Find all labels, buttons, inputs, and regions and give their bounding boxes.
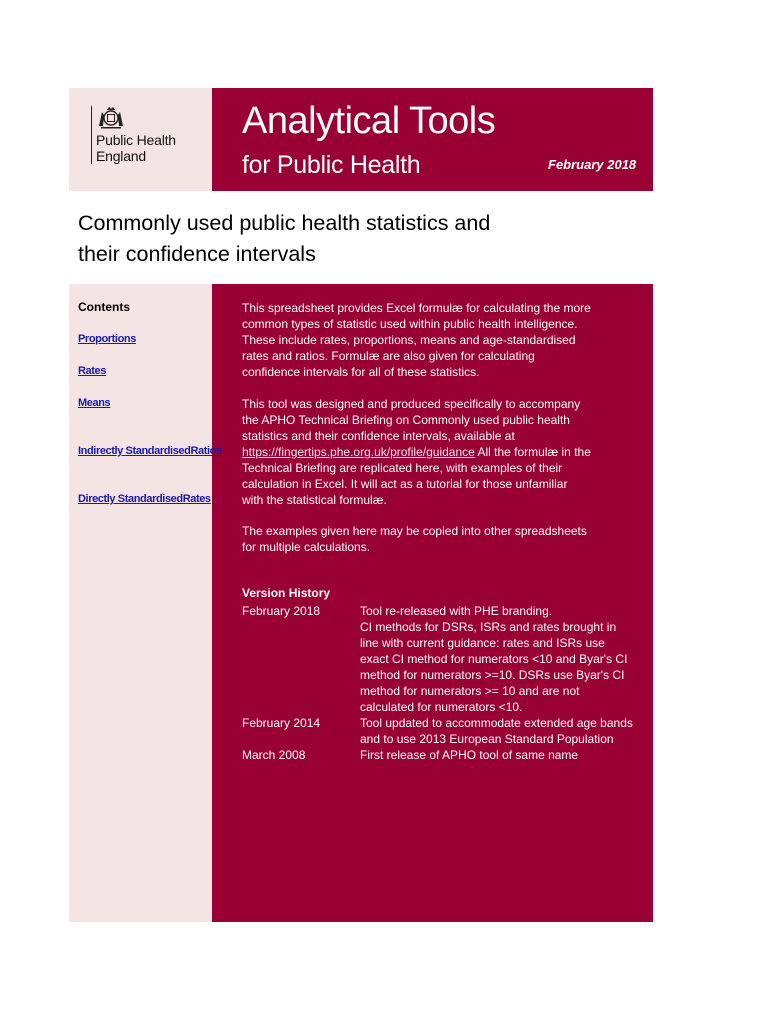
version-date: February 2018: [242, 604, 321, 618]
logo-divider: [91, 106, 92, 164]
text-line-with-link: [242, 444, 591, 460]
intro-paragraph-1: [242, 300, 591, 380]
intro-paragraph-3: [242, 523, 587, 555]
text-line: for multiple calculations.: [242, 540, 371, 554]
text-line: line with current guidance: rates and ISRs use: [360, 636, 605, 650]
text-line: calculated for numerators <10.: [360, 700, 523, 714]
text-line: This spreadsheet provides Excel formulæ for calculating the more: [242, 301, 591, 315]
contents-sidebar: [69, 284, 212, 922]
link-trailing-text: All the formulæ in the: [474, 445, 591, 459]
text-line: rates and ratios. Formulæ are also given for calculating: [242, 349, 535, 363]
document-heading-line1: Commonly used public health statistics and: [78, 211, 491, 235]
royal-crest-icon: [96, 106, 126, 130]
contents-heading: Contents: [78, 300, 130, 314]
org-name-line1: Public Health: [96, 132, 176, 148]
text-line: CI methods for DSRs, ISRs and rates brought in: [360, 620, 617, 634]
version-description: [360, 747, 578, 763]
text-line: Tool re-released with PHE branding.: [360, 604, 553, 618]
text-line: statistics and their confidence intervals, available at: [242, 429, 515, 443]
text-line: and to use 2013 European Standard Population: [360, 732, 614, 746]
text-line: The examples given here may be copied into other spreadsheets: [242, 524, 587, 538]
text-line: exact CI method for numerators <10 and Byar's CI: [360, 652, 628, 666]
text-line: calculation in Excel. It will act as a tutorial for those unfamiliar: [242, 477, 568, 491]
document-heading-line2: their confidence intervals: [78, 242, 316, 266]
sidebar-link-proportions[interactable]: Proportions: [78, 333, 136, 345]
text-line: confidence intervals for all of these statistics.: [242, 365, 480, 379]
text-line: with the statistical formulæ.: [242, 493, 387, 507]
intro-paragraph-2: [242, 396, 591, 508]
version-description: [360, 715, 653, 747]
org-logo-text: [96, 132, 176, 164]
version-date: March 2008: [242, 748, 306, 762]
page-subtitle: for Public Health: [242, 151, 421, 179]
version-date: February 2014: [242, 716, 321, 730]
text-line: Tool updated to accommodate extended age bands: [360, 716, 633, 730]
version-history-heading: Version History: [242, 586, 331, 600]
page-title: Analytical Tools: [242, 100, 496, 142]
text-line: method for numerators >= 10 and are not: [360, 684, 580, 698]
sidebar-link-directly-standardised-rates[interactable]: Directly StandardisedRates: [78, 493, 211, 505]
text-line: common types of statistic used within public health intelligence.: [242, 317, 578, 331]
sidebar-link-means[interactable]: Means: [78, 397, 111, 409]
guidance-link[interactable]: https://fingertips.phe.org.uk/profile/guidance: [242, 445, 475, 459]
text-line: First release of APHO tool of same name: [360, 748, 579, 762]
text-line: method for numerators >=10. DSRs use Byar's CI: [360, 668, 625, 682]
sidebar-link-indirectly-standardised-ratios[interactable]: Indirectly StandardisedRatios: [78, 445, 222, 457]
document-heading: [78, 208, 638, 270]
text-line: the APHO Technical Briefing on Commonly used public health: [242, 413, 570, 427]
org-name-line2: England: [96, 148, 146, 164]
version-description: [360, 603, 627, 715]
release-date: February 2018: [548, 157, 637, 172]
text-line: Technical Briefing are replicated here, with examples of their: [242, 461, 563, 475]
sidebar-link-rates[interactable]: Rates: [78, 365, 106, 377]
text-line: These include rates, proportions, means and age-standardised: [242, 333, 576, 347]
text-line: This tool was designed and produced specifically to accompany: [242, 397, 581, 411]
